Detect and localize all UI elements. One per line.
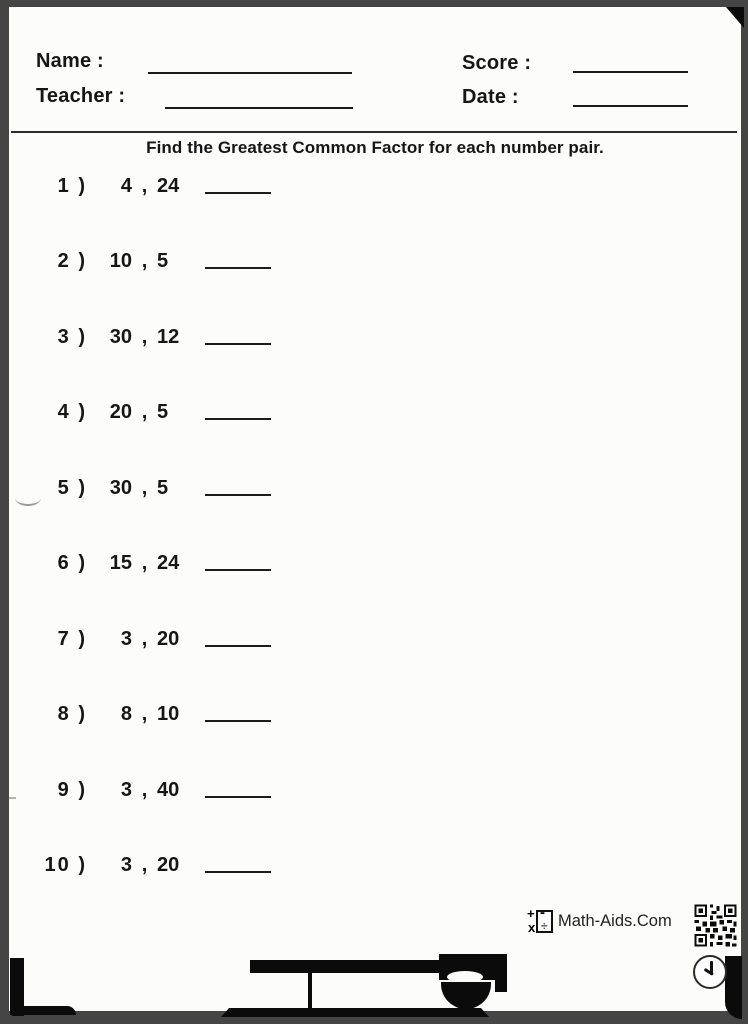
header-divider — [11, 131, 737, 133]
math-aids-logo-icon — [527, 904, 555, 937]
answer-blank — [205, 325, 271, 345]
pair-second: 24 — [157, 552, 180, 574]
scan-mark-artifact — [15, 490, 41, 506]
divide-icon: ÷ — [541, 919, 548, 933]
pair-separator: , — [141, 779, 148, 801]
brand-name: Math-Aids.Com — [558, 912, 672, 930]
answer-blank — [205, 400, 271, 420]
answer-blank — [205, 627, 271, 647]
pair-second: 40 — [157, 779, 180, 801]
problem-row-9 — [9, 778, 741, 804]
problem-number: 7 ) — [57, 628, 87, 650]
pair-first: 3 — [120, 779, 132, 801]
pair-separator: , — [141, 477, 148, 499]
pair-separator: , — [141, 401, 148, 423]
times-icon: x — [528, 920, 536, 935]
instructions-text: Find the Greatest Common Factor for each number pair. — [146, 138, 604, 157]
answer-blank — [205, 702, 271, 722]
clock-stamp-icon — [693, 955, 727, 989]
answer-blank — [205, 249, 271, 269]
pair-first: 8 — [120, 703, 132, 725]
problem-number: 5 ) — [57, 477, 87, 499]
pair-separator: , — [141, 175, 148, 197]
pair-first: 30 — [109, 326, 132, 348]
date-blank-line — [573, 105, 688, 107]
qr-code — [693, 903, 738, 948]
name-label: Name : — [36, 50, 104, 72]
pair-second: 20 — [157, 854, 180, 876]
problem-number: 9 ) — [57, 779, 87, 801]
problem-row-1 — [9, 174, 741, 200]
minus-icon: - — [540, 904, 545, 921]
plus-icon: + — [527, 906, 535, 921]
pair-separator: , — [141, 628, 148, 650]
problem-number: 1 ) — [57, 175, 87, 197]
answer-blank — [205, 174, 271, 194]
pair-first: 30 — [109, 477, 132, 499]
problem-number: 6 ) — [57, 552, 87, 574]
date-label: Date : — [462, 86, 519, 108]
problem-row-3 — [9, 325, 741, 351]
problem-number: 3 ) — [57, 326, 87, 348]
problem-number: 10 ) — [44, 854, 87, 876]
name-blank-line — [148, 72, 352, 74]
problem-row-4 — [9, 400, 741, 426]
pair-separator: , — [141, 854, 148, 876]
score-label: Score : — [462, 52, 532, 74]
scan-object-silhouette — [221, 1008, 489, 1017]
pair-first: 20 — [109, 401, 132, 423]
scan-edge-artifact — [10, 1006, 76, 1015]
scan-edge-artifact — [725, 956, 742, 1019]
scan-corner-fold-artifact — [722, 7, 744, 28]
pair-separator: , — [141, 326, 148, 348]
scan-object-silhouette — [495, 954, 507, 992]
pair-separator: , — [141, 552, 148, 574]
worksheet-page — [9, 7, 741, 1011]
pair-second: 12 — [157, 326, 180, 348]
teacher-label: Teacher : — [36, 85, 126, 107]
answer-blank — [205, 853, 271, 873]
scan-object-silhouette — [441, 982, 491, 1009]
problem-row-10 — [9, 853, 741, 879]
pair-second: 20 — [157, 628, 180, 650]
pair-second: 10 — [157, 703, 180, 725]
pair-second: 24 — [157, 175, 180, 197]
problem-row-6 — [9, 551, 741, 577]
pair-first: 15 — [109, 552, 132, 574]
scan-object-silhouette — [308, 971, 312, 1013]
answer-blank — [205, 778, 271, 798]
answer-blank — [205, 551, 271, 571]
pair-first: 3 — [120, 628, 132, 650]
problem-row-5 — [9, 476, 741, 502]
pair-first: 3 — [120, 854, 132, 876]
pair-second: 5 — [157, 250, 169, 272]
score-blank-line — [573, 71, 688, 73]
problem-row-8 — [9, 702, 741, 728]
pair-first: 4 — [120, 175, 132, 197]
answer-blank — [205, 476, 271, 496]
pair-second: 5 — [157, 401, 169, 423]
problem-number: 8 ) — [57, 703, 87, 725]
pair-first: 10 — [109, 250, 132, 272]
pair-separator: , — [141, 250, 148, 272]
scan-dash-artifact — [9, 797, 16, 799]
pair-separator: , — [141, 703, 148, 725]
problem-row-7 — [9, 627, 741, 653]
pair-second: 5 — [157, 477, 169, 499]
problem-number: 4 ) — [57, 401, 87, 423]
problem-row-2 — [9, 249, 741, 275]
problem-number: 2 ) — [57, 250, 87, 272]
teacher-blank-line — [165, 107, 353, 109]
